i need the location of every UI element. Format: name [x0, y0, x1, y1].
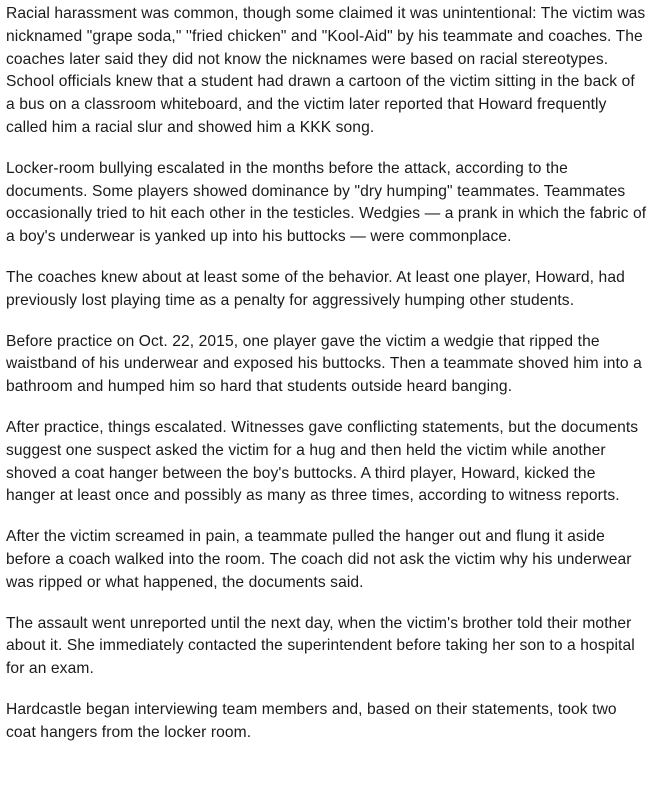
article-paragraph-5: After practice, things escalated. Witnesses gave conflicting statements, but the documents suggest one suspect asked the victim for a hug and then held the victim while another shoved a coat hanger between the boy's buttocks. A third player, Howard, kicked the hanger at least once and possibly as many as three times, according to witness reports.: [6, 418, 639, 505]
article-body: [0, 3, 651, 745]
article-paragraph-7: The assault went unreported until the next day, when the victim's brother told their mother about it. She immediately contacted the superintendent before taking her son to a hospital for an exam.: [6, 614, 635, 678]
article-paragraph-6: After the victim screamed in pain, a teammate pulled the hanger out and flung it aside before a coach walked into the room. The coach did not ask the victim why his underwear was ripped or what happened, the documents said.: [6, 528, 632, 591]
article-paragraph-4: Before practice on Oct. 22, 2015, one player gave the victim a wedgie that ripped the waistband of his underwear and exposed his buttocks. Then a teammate shoved him into a bathroom and humped him so hard that students outside heard banging.: [6, 332, 642, 396]
article-paragraph-8: Hardcastle began interviewing team members and, based on their statements, took two coat hangers from the locker room.: [6, 700, 617, 741]
article-paragraph-3: The coaches knew about at least some of the behavior. At least one player, Howard, had previously lost playing time as a penalty for aggressively humping other students.: [6, 268, 625, 309]
article-paragraph-1: Racial harassment was common, though some claimed it was unintentional: The victim was nicknamed "grape soda," ''fried chicken" and "Kool-Aid" by his teammate and coaches. The coaches later said they did not know the nicknames were based on racial stereotypes. School officials knew that a student had drawn a cartoon of the victim sitting in the back of a bus on a classroom whiteboard, and the victim later reported that Howard frequently called him a racial slur and showed him a KKK song.: [6, 5, 646, 136]
article-paragraph-2: Locker-room bullying escalated in the months before the attack, according to the documents. Some players showed dominance by "dry humping" teammates. Teammates occasionally tried to hit each other in the testicles. Wedgies — a prank in which the fabric of a boy's underwear is yanked up into his buttocks — were commonplace.: [6, 159, 647, 246]
